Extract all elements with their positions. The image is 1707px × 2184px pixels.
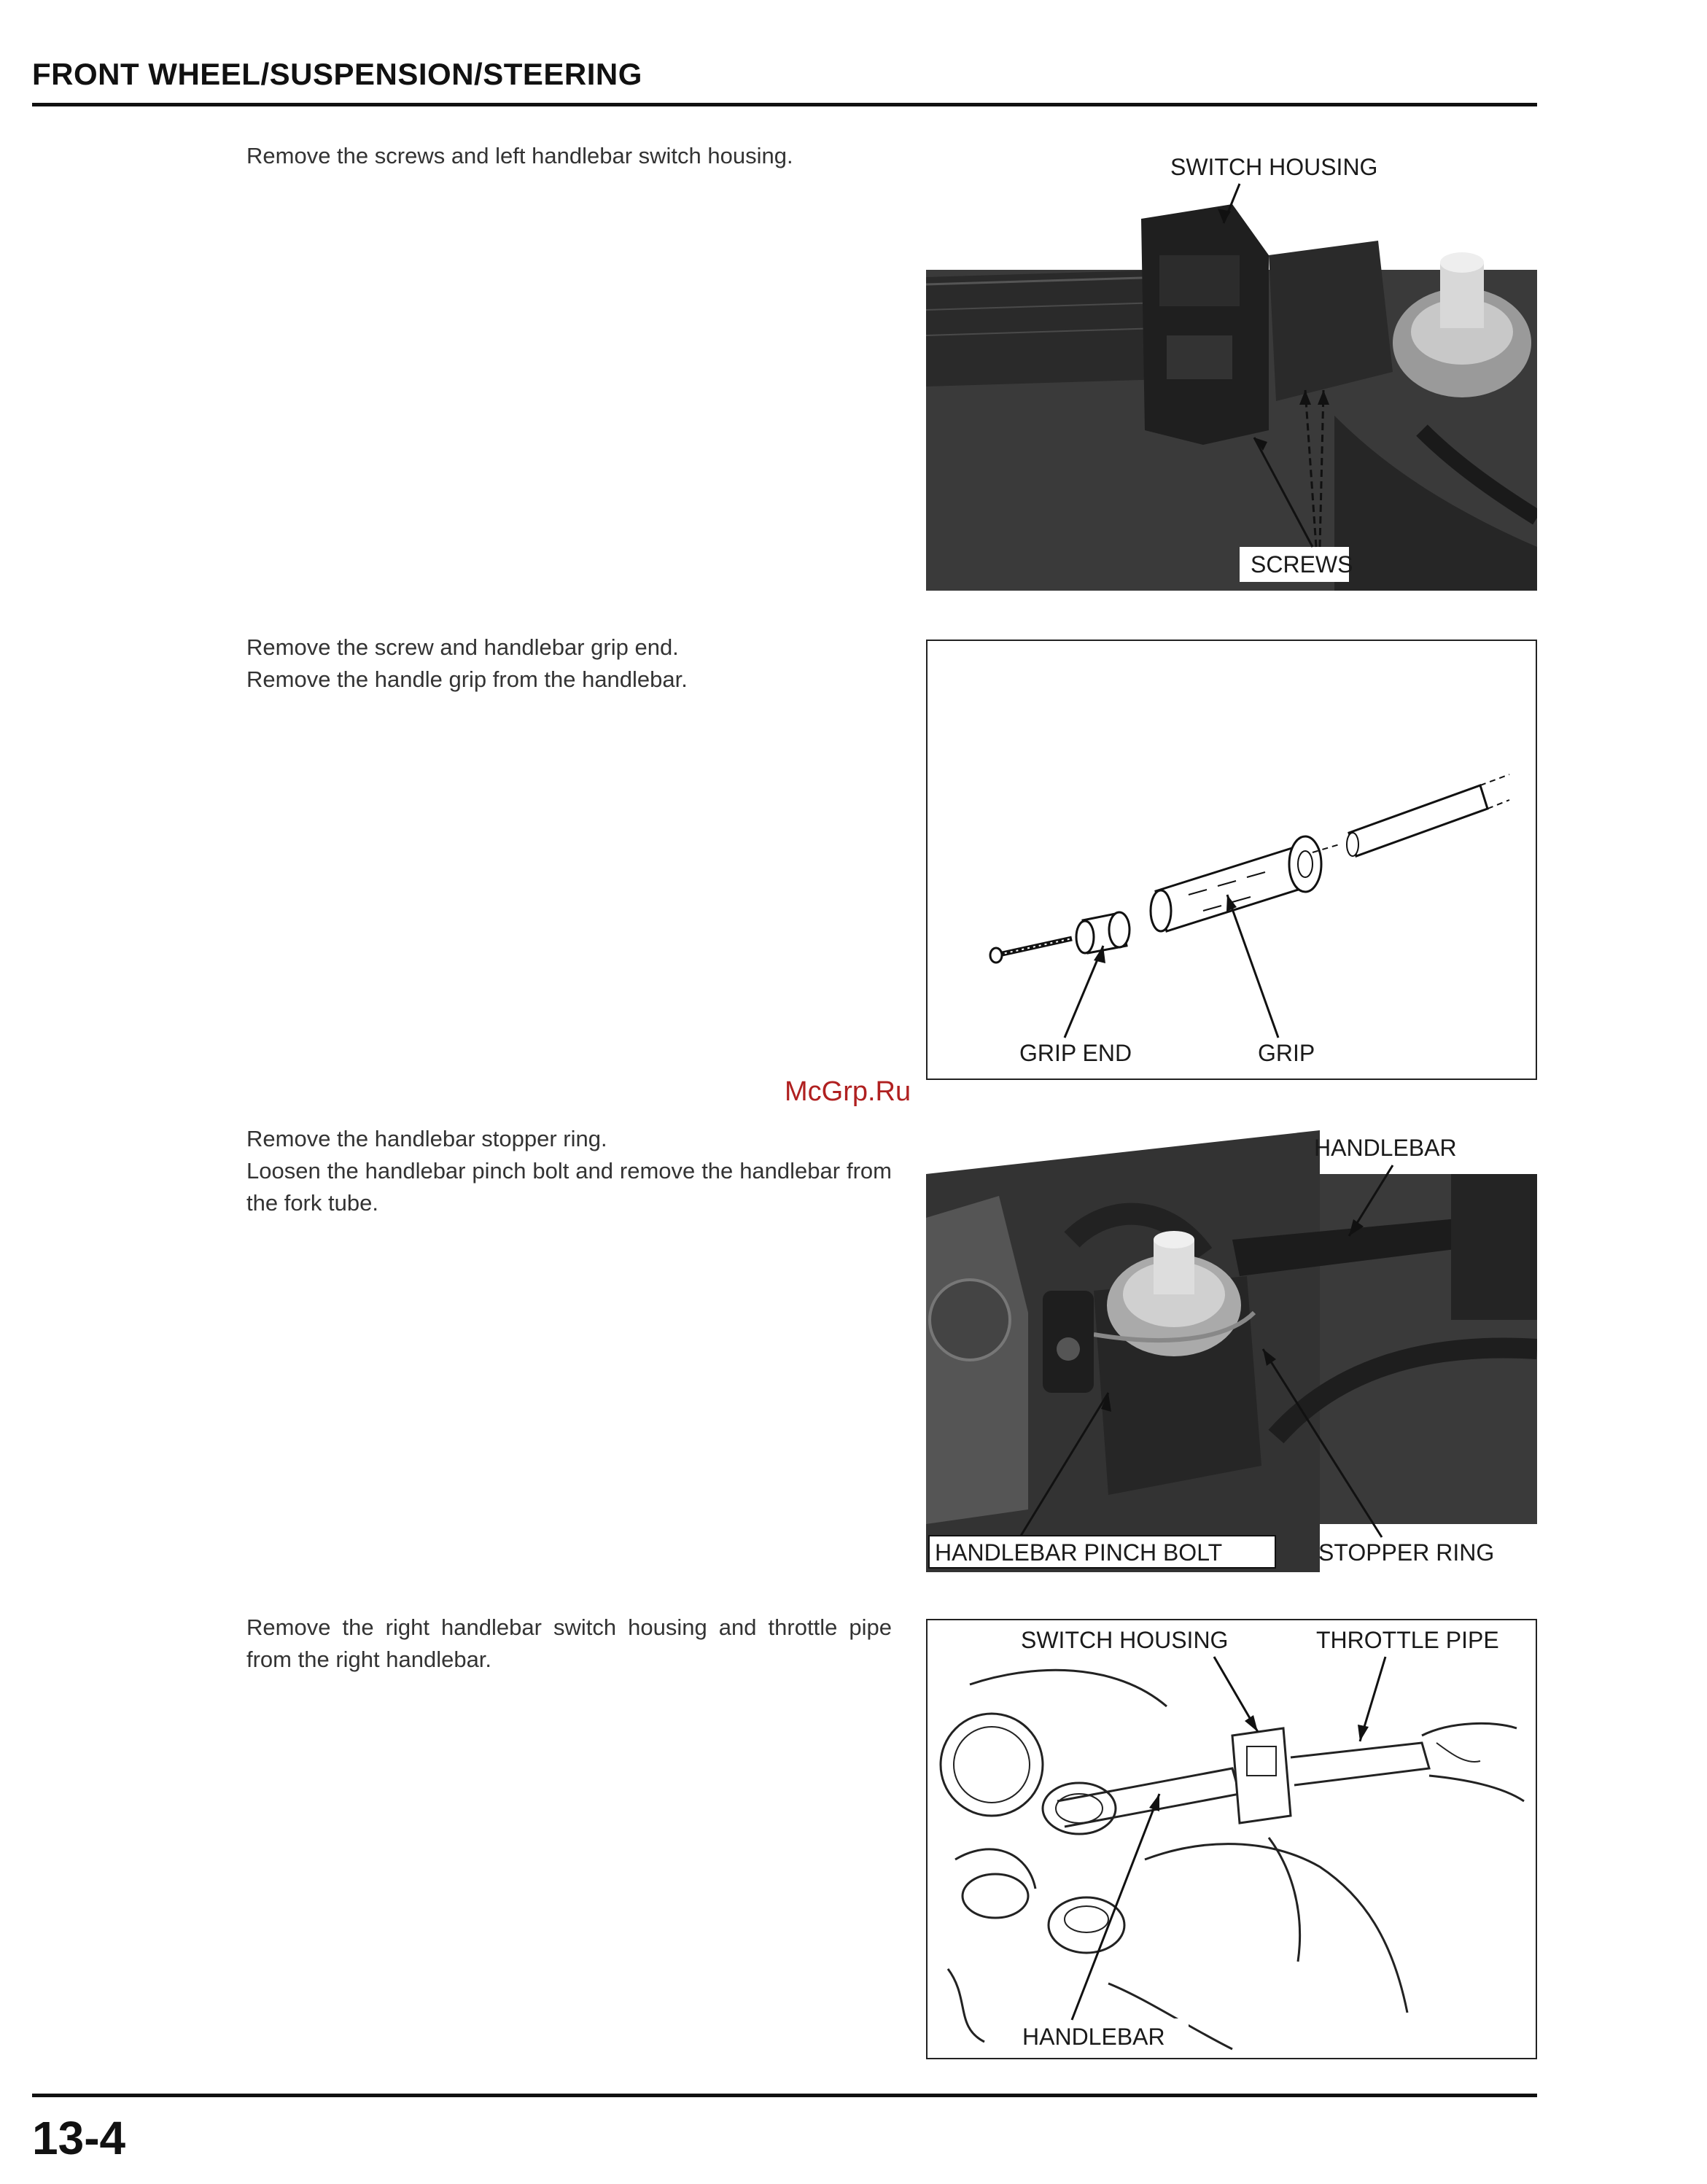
step-1-line-1: Remove the screws and left handlebar switch housing.	[246, 143, 793, 168]
header-rule	[32, 103, 1537, 106]
screws-label: SCREWS	[1251, 551, 1353, 578]
step-3-line-1: Remove the handlebar stopper ring.	[246, 1126, 607, 1151]
handlebar-illustration	[926, 1130, 1537, 1572]
switch-housing-photo	[926, 153, 1537, 591]
step-4-text	[246, 1612, 892, 1676]
throttle-pipe-label: THROTTLE PIPE	[1316, 1627, 1499, 1653]
step-3-text	[246, 1123, 892, 1219]
step-4-line-1: Remove the right handlebar switch housing and throttle pipe from the right handlebar.	[246, 1614, 892, 1672]
handlebar-label: HANDLEBAR	[1314, 1135, 1457, 1161]
handlebar-pinch-bolt-label: HANDLEBAR PINCH BOLT	[935, 1539, 1223, 1566]
step-1-text	[246, 140, 892, 172]
page-number: 13-4	[32, 2112, 126, 2164]
switch-housing-label: SWITCH HOUSING	[1170, 154, 1378, 180]
grip-illustration	[926, 640, 1537, 1080]
step-2-line-2: Remove the handle grip from the handlebar.	[246, 667, 688, 692]
page-title: FRONT WHEEL/SUSPENSION/STEERING	[32, 57, 642, 91]
throttle-illustration	[926, 1619, 1537, 2059]
grip-exploded-drawing	[926, 640, 1537, 1080]
watermark: McGrp.Ru	[785, 1076, 911, 1107]
footer-rule	[32, 2094, 1537, 2097]
step-2-line-1: Remove the screw and handlebar grip end.	[246, 634, 679, 660]
grip-label: GRIP	[1258, 1040, 1315, 1066]
throttle-pipe-drawing	[926, 1619, 1537, 2059]
handlebar-right-label: HANDLEBAR	[1022, 2024, 1165, 2050]
switch-housing-right-label: SWITCH HOUSING	[1021, 1627, 1229, 1653]
step-3-line-2: Loosen the handlebar pinch bolt and remove the handlebar from the fork tube.	[246, 1158, 892, 1216]
step-2-text	[246, 632, 892, 696]
handlebar-photo	[926, 1130, 1537, 1572]
grip-end-label: GRIP END	[1019, 1040, 1132, 1066]
stopper-ring-label: STOPPER RING	[1318, 1539, 1495, 1566]
switch-housing-illustration	[926, 153, 1537, 591]
